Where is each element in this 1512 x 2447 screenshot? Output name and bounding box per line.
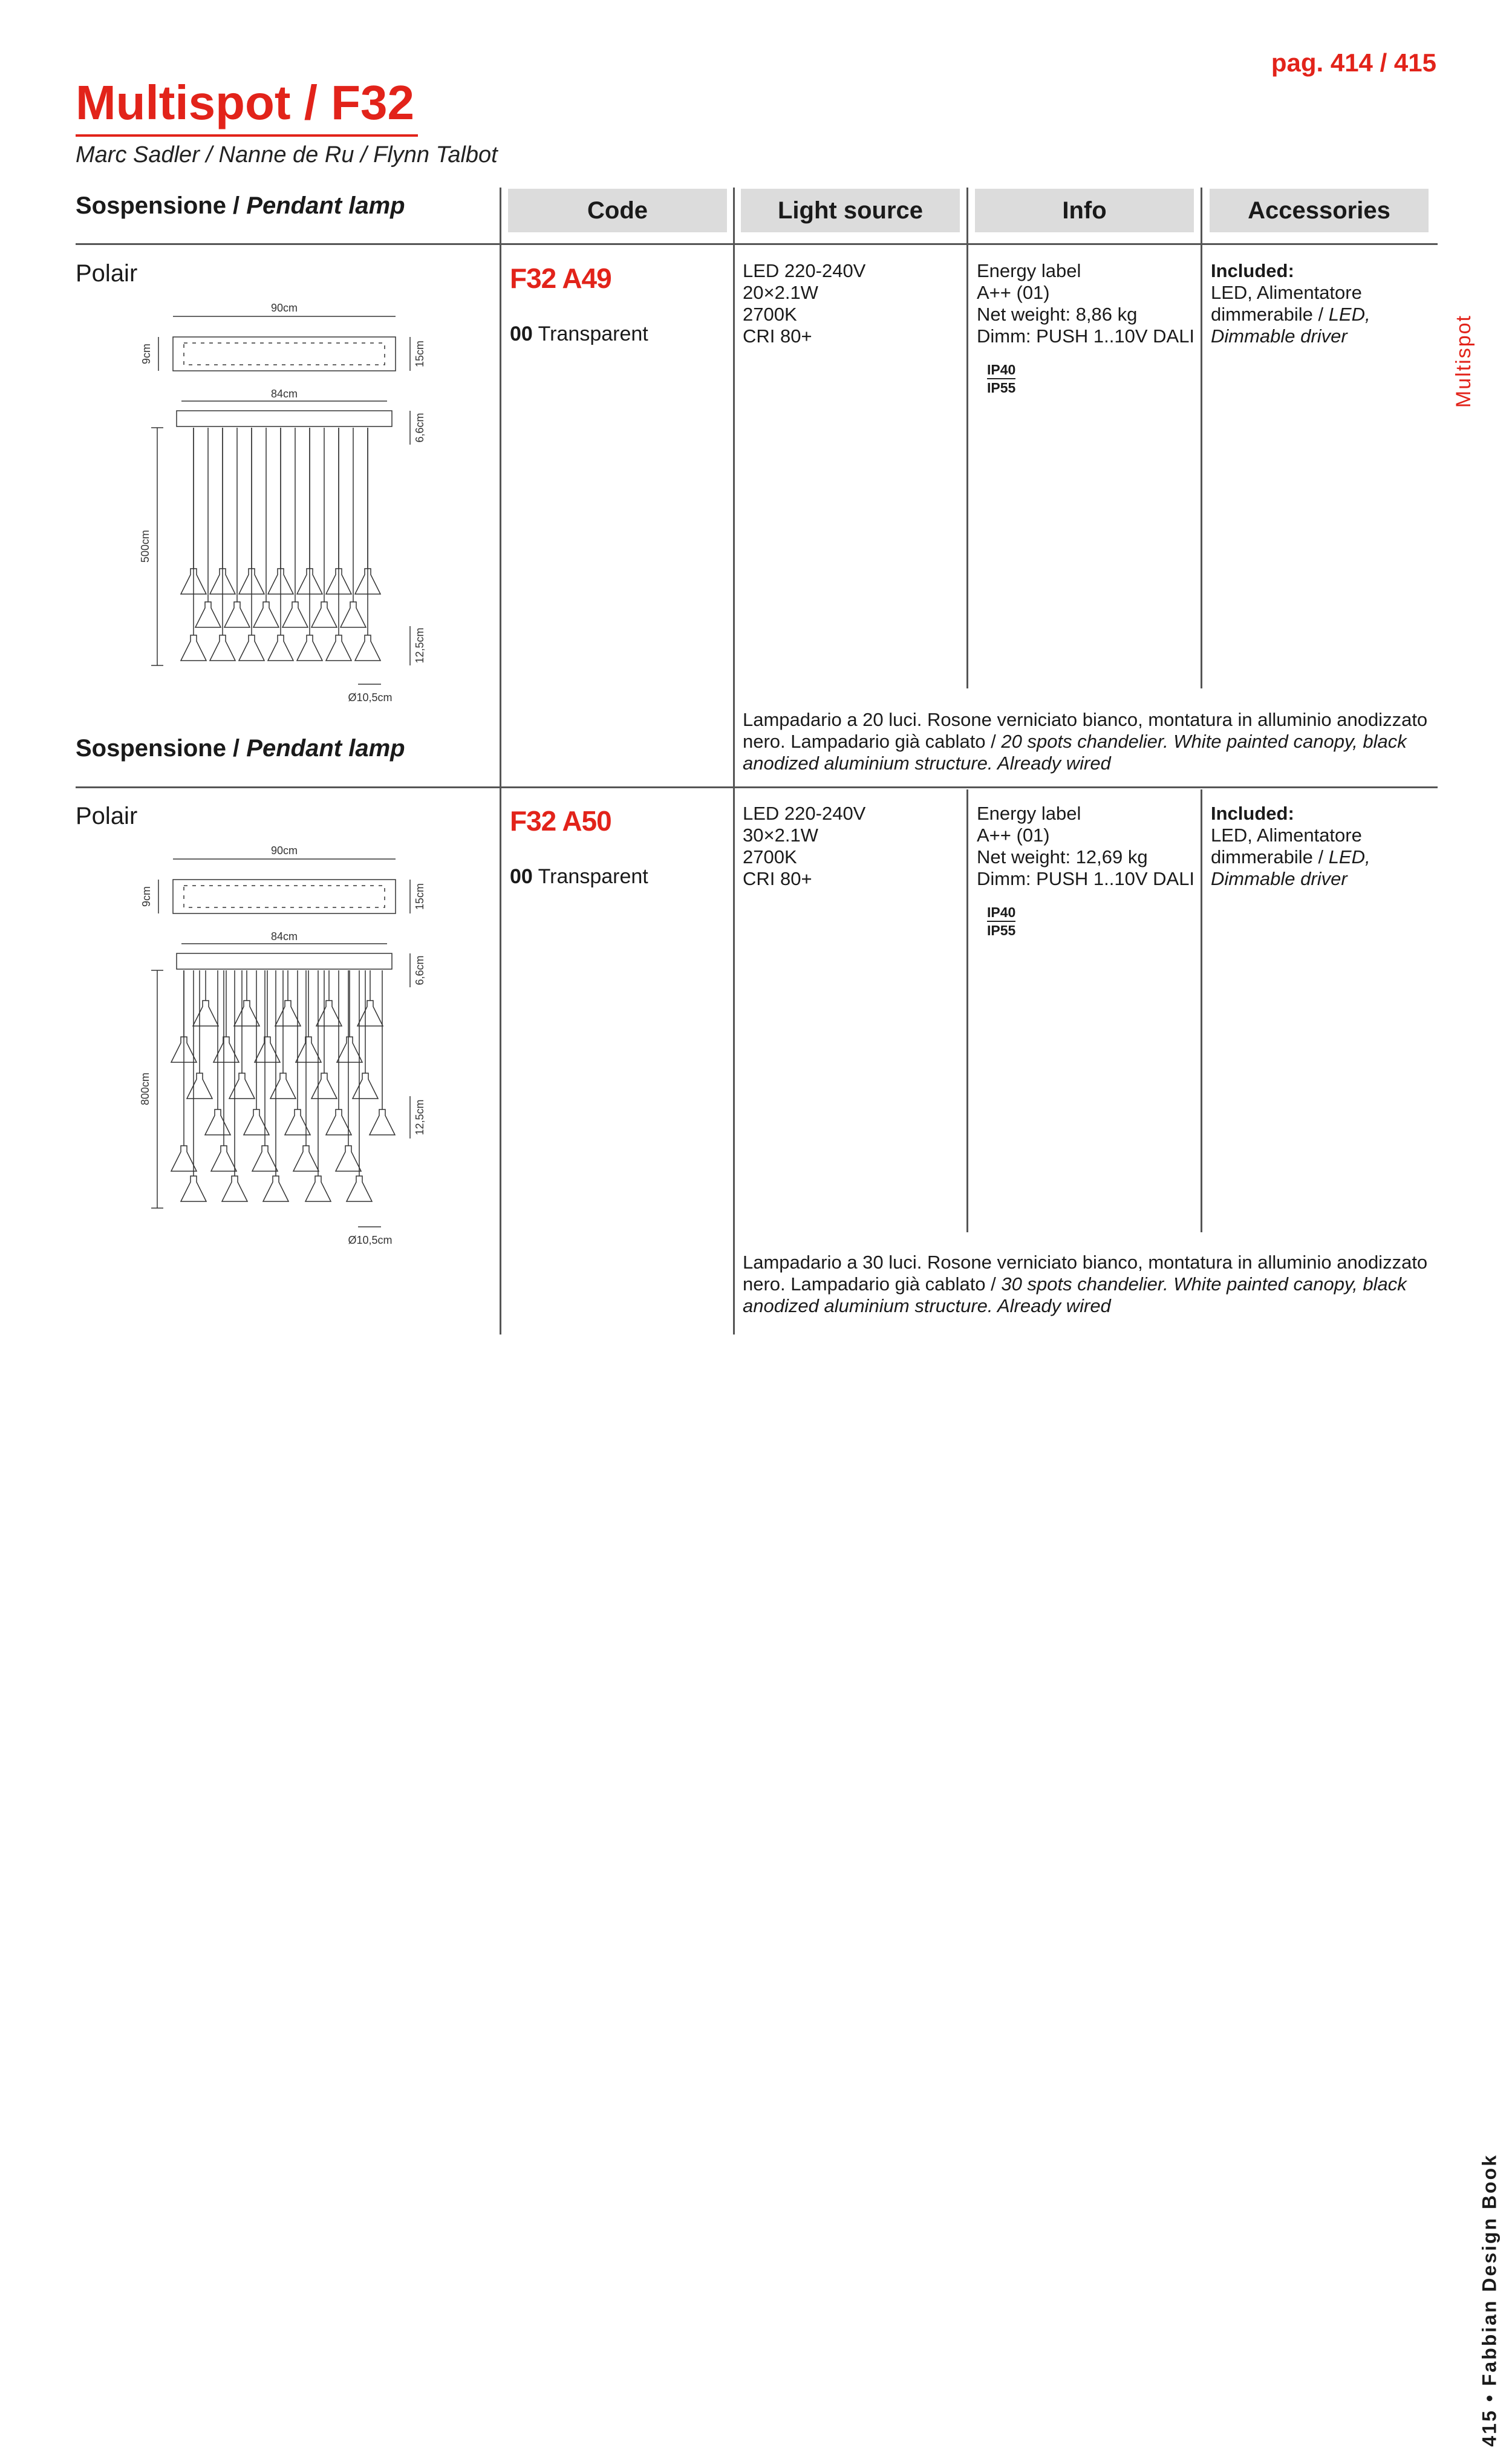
light-source-cell xyxy=(743,260,865,347)
dim-label: 800cm xyxy=(139,1072,151,1106)
pendant-shade xyxy=(234,1001,259,1026)
section-heading-it: Sospensione / xyxy=(76,192,247,219)
pendant-shade xyxy=(370,1109,395,1135)
pendant-shade xyxy=(270,1073,296,1099)
light-line: LED 220-240V xyxy=(743,260,866,281)
dim-label: 9cm xyxy=(140,886,152,907)
pendant-shade xyxy=(326,635,351,661)
pendant-shade xyxy=(224,602,250,627)
pendant-shade xyxy=(263,1176,288,1201)
pendant-shade xyxy=(171,1146,197,1171)
ip-rating-1: IP40 xyxy=(987,904,1015,922)
pendant-shade xyxy=(311,1073,337,1099)
dim-label: 6,6cm xyxy=(414,955,426,985)
pendant-shades xyxy=(171,970,395,1201)
finish-name: Transparent xyxy=(538,322,648,345)
finish-code: 00 xyxy=(510,322,533,345)
finish xyxy=(510,865,648,889)
section-heading-2 xyxy=(76,735,405,762)
pendant-shade xyxy=(311,602,337,627)
pendant-shade xyxy=(222,1176,247,1201)
product-description xyxy=(743,1252,1432,1317)
info-line: A++ (01) xyxy=(977,825,1050,846)
dim-label: 15cm xyxy=(414,883,426,910)
pendant-shade xyxy=(211,1146,236,1171)
pendant-shades xyxy=(181,428,380,661)
ip-rating-2: IP55 xyxy=(987,923,1016,938)
model-name: Polair xyxy=(76,803,138,829)
info-line: Net weight: 8,86 kg xyxy=(977,304,1138,325)
accessories-line-en: LED, xyxy=(1328,304,1370,325)
column-divider xyxy=(966,188,968,688)
canopy xyxy=(177,953,392,969)
section-heading-en: Pendant lamp xyxy=(246,192,405,219)
pendant-shade xyxy=(282,602,308,627)
section-heading-en: Pendant lamp xyxy=(246,735,405,762)
pendant-shade xyxy=(268,635,293,661)
dim-label: 84cm xyxy=(270,930,298,943)
pendant-shade xyxy=(357,1001,383,1026)
side-tag: Multispot xyxy=(1452,315,1475,408)
description-it: Lampadario a 30 luci. Rosone verniciato bianco, montatura in alluminio anodizzato nero. Lampadario già cablato / xyxy=(743,1252,1428,1295)
pendant-shade xyxy=(355,635,380,661)
finish xyxy=(510,322,648,346)
light-line: CRI 80+ xyxy=(743,868,812,889)
light-line: 30×2.1W xyxy=(743,825,818,846)
ip-rating xyxy=(987,361,1015,396)
dim-label: 6,6cm xyxy=(414,413,426,443)
footer-page-number: 415 • Fabbian Design Book xyxy=(1479,2154,1501,2447)
pendant-shade xyxy=(252,1146,278,1171)
column-divider xyxy=(1201,789,1202,1232)
pendant-shade xyxy=(326,1109,351,1135)
description-it: Lampadario a 20 luci. Rosone verniciato bianco, montatura in alluminio anodizzato nero. Lampadario già cablato / xyxy=(743,709,1428,752)
column-header-code: Code xyxy=(508,189,727,232)
pendant-shade xyxy=(316,1001,342,1026)
canopy xyxy=(177,411,392,426)
product-code: F32 A50 xyxy=(510,805,611,837)
info-line: Net weight: 12,69 kg xyxy=(977,846,1148,867)
column-header-accessories: Accessories xyxy=(1210,189,1429,232)
accessories-line-en: Dimmable driver xyxy=(1211,325,1347,347)
table-divider xyxy=(76,786,1438,788)
ip-rating-2: IP55 xyxy=(987,380,1016,396)
dim-label: 90cm xyxy=(270,302,298,314)
model-name: Polair xyxy=(76,260,138,287)
pendant-shade xyxy=(293,1146,319,1171)
top-view-spots xyxy=(184,886,385,907)
pendant-shade xyxy=(353,1073,378,1099)
info-line: Dimm: PUSH 1..10V DALI xyxy=(977,325,1195,347)
light-line: CRI 80+ xyxy=(743,325,812,347)
pendant-shade xyxy=(187,1073,212,1099)
info-line: Energy label xyxy=(977,260,1081,281)
column-header-info: Info xyxy=(975,189,1194,232)
finish-code: 00 xyxy=(510,865,533,888)
section-heading-it: Sospensione / xyxy=(76,735,247,762)
light-line: 2700K xyxy=(743,304,797,325)
column-header-light-source: Light source xyxy=(741,189,960,232)
pendant-shade xyxy=(337,1037,362,1062)
accessories-cell xyxy=(1211,260,1370,347)
info-line: Dimm: PUSH 1..10V DALI xyxy=(977,868,1195,889)
light-line: 2700K xyxy=(743,846,797,867)
accessories-title: Included: xyxy=(1211,803,1294,824)
pendant-shade xyxy=(239,635,264,661)
description-en: 30 spots chandelier. White painted canopy, black anodized aluminium structure. Already wired xyxy=(743,1273,1407,1316)
pendant-shade xyxy=(181,635,206,661)
pendant-shade xyxy=(193,1001,218,1026)
accessories-line: dimmerabile / xyxy=(1211,846,1329,867)
dim-label: 90cm xyxy=(270,845,298,857)
light-line: 20×2.1W xyxy=(743,282,818,303)
pendant-shade xyxy=(347,1176,372,1201)
pendant-shade xyxy=(210,635,235,661)
table-divider xyxy=(76,243,1438,245)
dim-label: Ø10,5cm xyxy=(348,1234,393,1246)
product-code: F32 A49 xyxy=(510,263,611,294)
page-reference: pag. 414 / 415 xyxy=(1271,48,1436,77)
info-cell xyxy=(977,260,1194,347)
accessories-title: Included: xyxy=(1211,260,1294,281)
info-cell xyxy=(977,803,1194,890)
accessories-line: dimmerabile / xyxy=(1211,304,1329,325)
pendant-shade xyxy=(305,1176,331,1201)
dim-label: 12,5cm xyxy=(414,627,426,664)
product-description xyxy=(743,709,1432,774)
pendant-shade xyxy=(336,1146,361,1171)
column-divider xyxy=(1201,188,1202,688)
dim-label: 12,5cm xyxy=(414,1099,426,1135)
column-divider xyxy=(733,188,735,1335)
top-view-plate xyxy=(173,880,396,913)
top-view-plate xyxy=(173,337,396,371)
accessories-line-en: Dimmable driver xyxy=(1211,868,1347,889)
pendant-shade xyxy=(253,602,279,627)
description-en: 20 spots chandelier. White painted canopy, black anodized aluminium structure. Already wired xyxy=(743,731,1407,774)
dim-label: 84cm xyxy=(270,388,298,400)
pendant-shade xyxy=(341,602,366,627)
dim-label: Ø10,5cm xyxy=(348,691,393,704)
page-title: Multispot / F32 xyxy=(76,76,414,129)
pendant-shade xyxy=(229,1073,255,1099)
info-line: Energy label xyxy=(977,803,1081,824)
dim-label: 15cm xyxy=(414,340,426,368)
ip-rating-1: IP40 xyxy=(987,361,1015,379)
ip-rating xyxy=(987,904,1015,939)
product-drawing-1 xyxy=(133,299,448,723)
pendant-shade xyxy=(205,1109,230,1135)
section-heading-1 xyxy=(76,192,405,220)
pendant-shade xyxy=(181,1176,206,1201)
accessories-line: LED, Alimentatore xyxy=(1211,825,1362,846)
pendant-shade xyxy=(275,1001,301,1026)
dim-label: 9cm xyxy=(140,343,152,365)
top-view-spots xyxy=(184,343,385,365)
light-line: LED 220-240V xyxy=(743,803,866,824)
title-underline xyxy=(76,134,418,137)
accessories-line: LED, Alimentatore xyxy=(1211,282,1362,303)
dim-label: 500cm xyxy=(139,529,151,563)
pendant-shade xyxy=(297,635,322,661)
column-divider xyxy=(966,789,968,1232)
designers: Marc Sadler / Nanne de Ru / Flynn Talbot xyxy=(76,142,498,168)
info-line: A++ (01) xyxy=(977,282,1050,303)
accessories-cell xyxy=(1211,803,1370,890)
column-divider xyxy=(500,188,501,1335)
finish-name: Transparent xyxy=(538,865,648,888)
pendant-shade xyxy=(195,602,221,627)
light-source-cell xyxy=(743,803,865,890)
pendant-shade xyxy=(296,1037,321,1062)
product-drawing-2 xyxy=(133,842,448,1266)
accessories-line-en: LED, xyxy=(1328,846,1370,867)
